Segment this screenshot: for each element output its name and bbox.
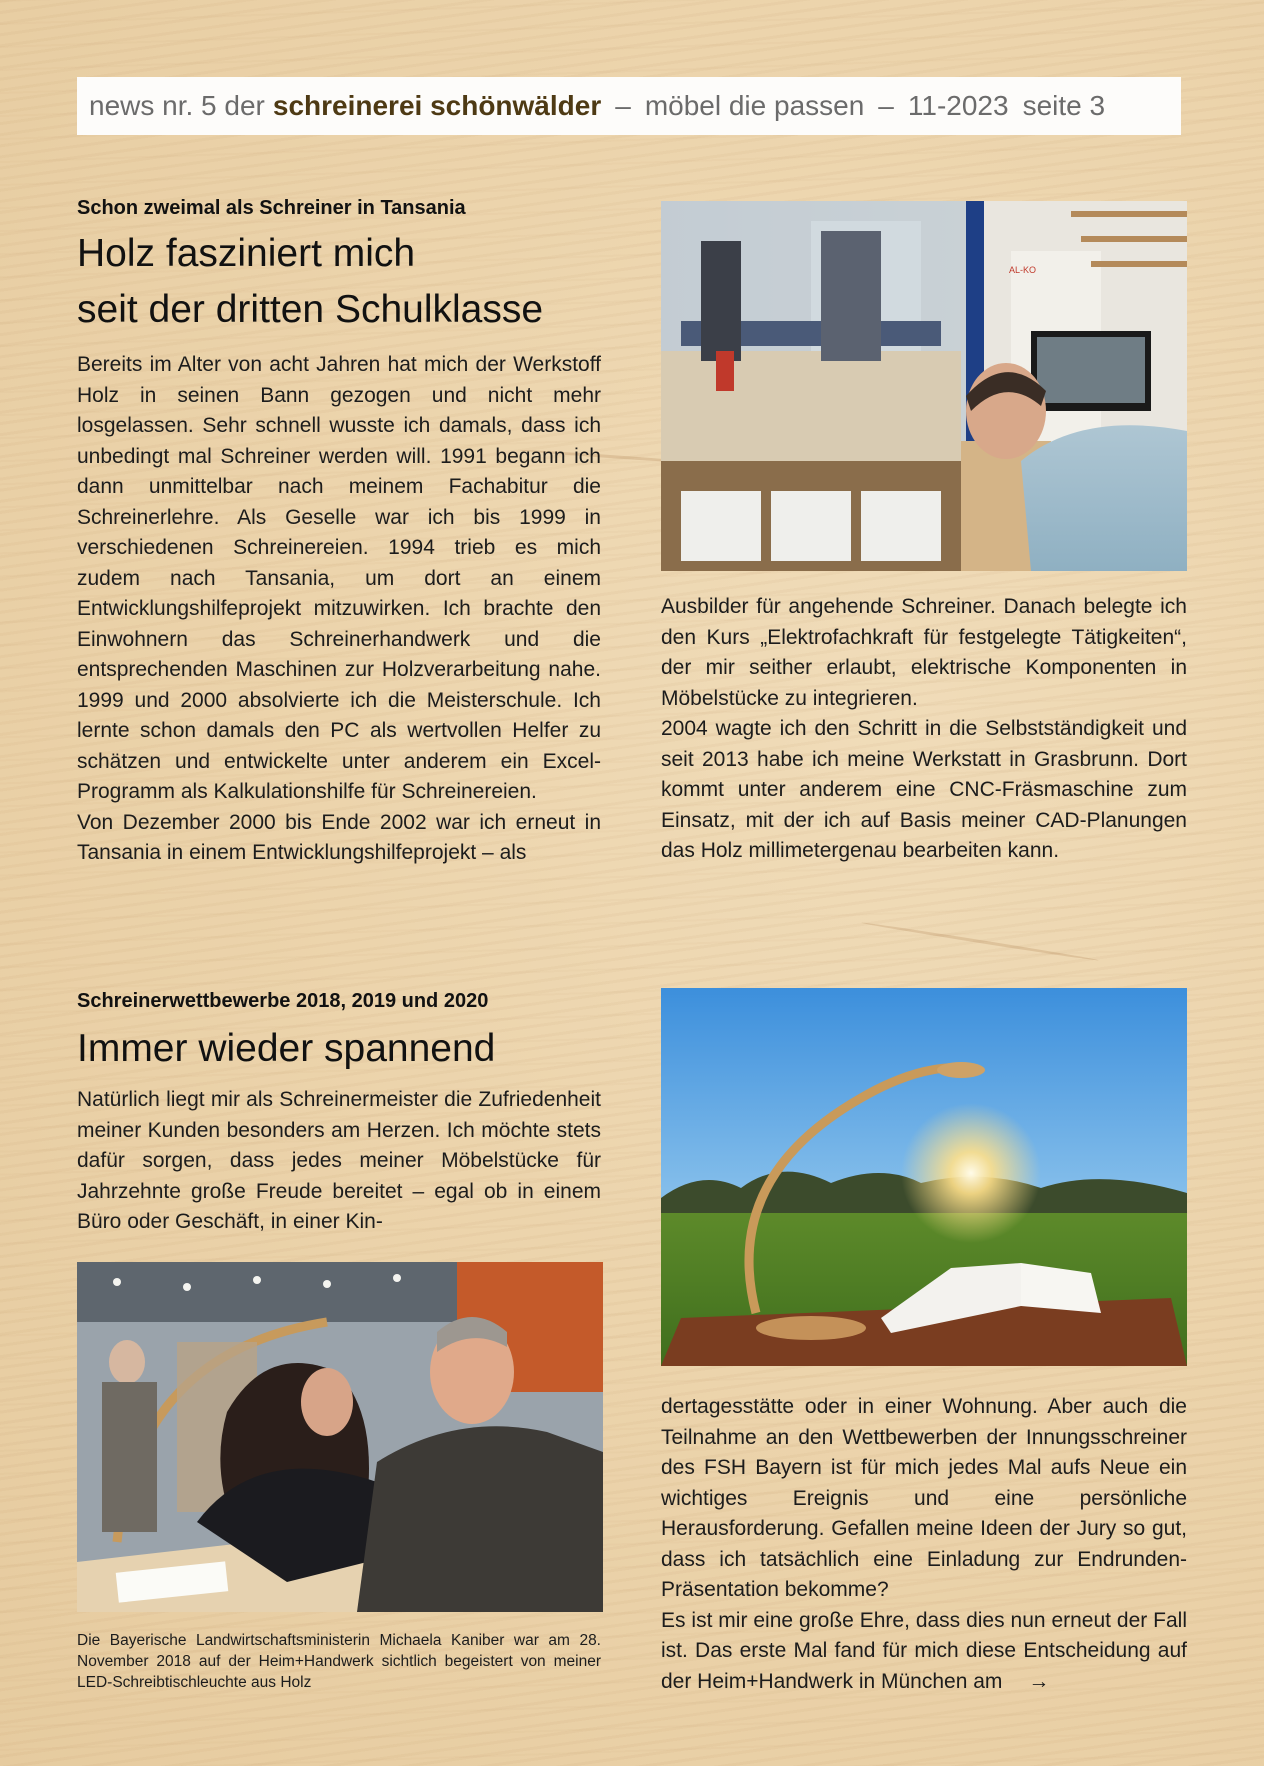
header-date: 11-2023 <box>907 90 1009 121</box>
photo-cnc-workshop <box>661 201 1187 571</box>
paragraph: Ausbilder für angehende Schreiner. Danach belegte ich den Kurs „Elektrofachkraft für festgelegte Tätigkeiten“, der mir seither erlaubt, elektrische Komponenten in Möbelstücke zu integrieren. <box>661 595 1187 710</box>
wood-grain-streak <box>861 921 1099 962</box>
continue-arrow-icon: → <box>1028 1669 1050 1693</box>
header-separator: – <box>615 90 631 121</box>
article2-body-right <box>661 1392 1187 1697</box>
trade-fair-image <box>77 1262 603 1612</box>
newsletter-header <box>77 77 1181 135</box>
article2-left-column <box>77 990 601 1238</box>
paragraph: Von Dezember 2000 bis Ende 2002 war ich erneut in Tansania in einem Entwicklungshilfeprojekt – als <box>77 810 601 864</box>
header-issue: news nr. 5 der <box>89 90 265 121</box>
article2-headline: Immer wieder spannend <box>77 1027 496 1070</box>
photo-trade-fair <box>77 1262 603 1612</box>
brand-label-text: AL-KO <box>1009 265 1037 275</box>
photo-lamp-sunset <box>661 988 1187 1366</box>
article1-headline-line1: Holz fasziniert mich <box>77 232 416 275</box>
paragraph: 2004 wagte ich den Schritt in die Selbstständigkeit und seit 2013 habe ich meine Werkstatt in Grasbrunn. Dort kommt unter anderem eine CNC-Fräsmaschine zum Einsatz, mit der ich auf Basis meiner CAD-Planungen das Holz millimetergenau bearbeiten kann. <box>661 717 1187 862</box>
cnc-workshop-image <box>661 201 1187 571</box>
paragraph: dertagesstätte oder in einer Wohnung. Aber auch die Teilnahme an den Wettbewerben der Innungsschreiner des FSH Bayern ist für mich jedes Mal aufs Neue ein wichtiges Ereignis und eine persönliche Herausforderung. Gefallen meine Ideen der Jury so gut, dass ich tatsächlich eine Einladung zur Endrunden-Präsentation bekomme? <box>661 1395 1187 1601</box>
paragraph: Bereits im Alter von acht Jahren hat mich der Werkstoff Holz in seinen Bann gezogen und nicht mehr losgelassen. Sehr schnell wusste ich damals, dass ich unbedingt mal Schreiner werden will. 1991 begann ich dann unmittelbar nach meinem Fachabitur die Schreinerlehre. Als Geselle war ich bis 1999 in verschiedenen Schreinereien. 1994 trieb es mich zudem nach Tansania, um dort an einem Entwicklungshilfeprojekt mitzuwirken. Ich brachte den Einwohnern das Schreinerhandwerk und die entsprechenden Maschinen zur Holzverarbeitung nahe. 1999 und 2000 absolvierte ich die Meisterschule. Ich lernte schon damals den PC als wertvollen Helfer zu schätzen und entwickelte unter anderem ein Excel-Programm als Kalkulationshilfe für Schreinereien. <box>77 353 601 803</box>
article2-kicker: Schreinerwettbewerbe 2018, 2019 und 2020 <box>77 990 489 1012</box>
article1-kicker: Schon zweimal als Schreiner in Tansania <box>77 197 466 219</box>
paragraph-last <box>661 1606 1187 1698</box>
lamp-sunset-image <box>661 988 1187 1366</box>
article1-body-left <box>77 350 601 869</box>
header-slogan: möbel die passen <box>644 90 865 121</box>
photo-caption: Die Bayerische Landwirtschaftsministerin Michaela Kaniber war am 28. November 2018 auf der Heim+Handwerk sichtlich begeistert von meiner LED-Schreibtischleuchte aus Holz <box>77 1632 601 1691</box>
article1-left-column <box>77 197 601 869</box>
header-page-number: seite 3 <box>1022 90 1106 121</box>
article2-body-left: Natürlich liegt mir als Schreinermeister die Zufriedenheit meiner Kunden besonders am Herzen. Ich möchte stets dafür sorgen, dass jedes meiner Möbelstücke für Jahrzehnte große Freude bereitet – egal ob in einem Büro oder Geschäft, in einer Kin- <box>77 1088 601 1233</box>
paragraph-text: Es ist mir eine große Ehre, dass dies nun erneut der Fall ist. Das erste Mal fand für mich diese Entscheidung auf der Heim+Handwerk in München am <box>661 1608 1187 1693</box>
header-brand: schreinerei schönwälder <box>272 90 602 121</box>
header-separator: – <box>878 90 894 121</box>
article1-body-right <box>661 592 1187 867</box>
article1-headline-line2: seit der dritten Schulklasse <box>77 288 544 331</box>
